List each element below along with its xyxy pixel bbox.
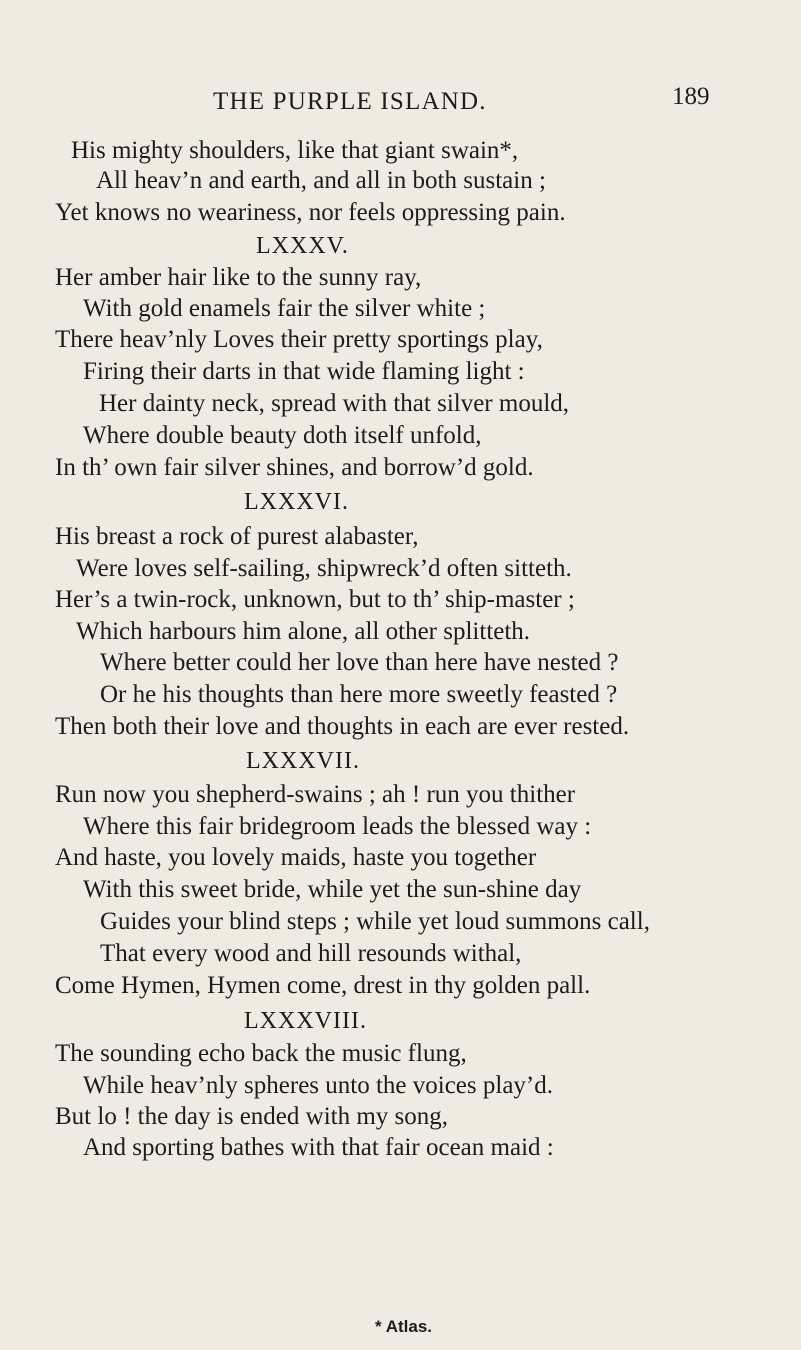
verse-line: Her dainty neck, spread with that silver mould, [99, 390, 570, 417]
verse-line: That every wood and hill resounds withal, [100, 940, 522, 967]
verse-line: Yet knows no weariness, nor feels oppressing pain. [55, 199, 566, 226]
verse-line: Run now you shepherd-swains ; ah ! run you thither [55, 781, 576, 808]
verse-line: Or he his thoughts than here more sweetly feasted ? [100, 681, 618, 708]
verse-line: Her amber hair like to the sunny ray, [55, 264, 422, 291]
verse-line: All heav’n and earth, and all in both sustain ; [96, 167, 546, 194]
verse-line: With gold enamels fair the silver white ; [83, 295, 486, 322]
verse-line: In th’ own fair silver shines, and borrow’d gold. [55, 454, 534, 481]
verse-line: The sounding echo back the music flung, [55, 1040, 467, 1067]
page-number: 189 [672, 83, 710, 110]
stanza-number: LXXXV. [256, 233, 349, 259]
verse-line: Guides your blind steps ; while yet loud summons call, [100, 908, 650, 935]
footnote: * Atlas. [375, 1317, 433, 1336]
verse-line: And sporting bathes with that fair ocean maid : [83, 1134, 554, 1161]
verse-line: Where better could her love than here have nested ? [100, 649, 619, 676]
verse-line: Then both their love and thoughts in each are ever rested. [55, 713, 630, 740]
stanza-number: LXXXVII. [246, 748, 360, 774]
verse-line: His breast a rock of purest alabaster, [55, 523, 419, 550]
verse-line: Which harbours him alone, all other splitteth. [76, 618, 531, 645]
verse-line: While heav’nly spheres unto the voices play’d. [83, 1072, 553, 1099]
verse-line: And haste, you lovely maids, haste you together [55, 844, 537, 871]
running-title: THE PURPLE ISLAND. [213, 88, 487, 115]
verse-line: Were loves self-sailing, shipwreck’d often sitteth. [76, 555, 572, 582]
verse-line: There heav’nly Loves their pretty sportings play, [55, 326, 543, 353]
stanza-number: LXXXVI. [244, 489, 349, 515]
verse-line: Firing their darts in that wide flaming light : [83, 358, 525, 385]
verse-line: Come Hymen, Hymen come, drest in thy golden pall. [55, 972, 591, 999]
verse-line: Where double beauty doth itself unfold, [83, 422, 482, 449]
verse-line: Where this fair bridegroom leads the blessed way : [83, 813, 592, 840]
verse-line: His mighty shoulders, like that giant swain*, [71, 137, 519, 164]
verse-line: With this sweet bride, while yet the sun-shine day [83, 876, 582, 903]
verse-line: Her’s a twin-rock, unknown, but to th’ ship-master ; [55, 586, 575, 613]
verse-line: But lo ! the day is ended with my song, [55, 1103, 449, 1130]
stanza-number: LXXXVIII. [244, 1008, 367, 1034]
